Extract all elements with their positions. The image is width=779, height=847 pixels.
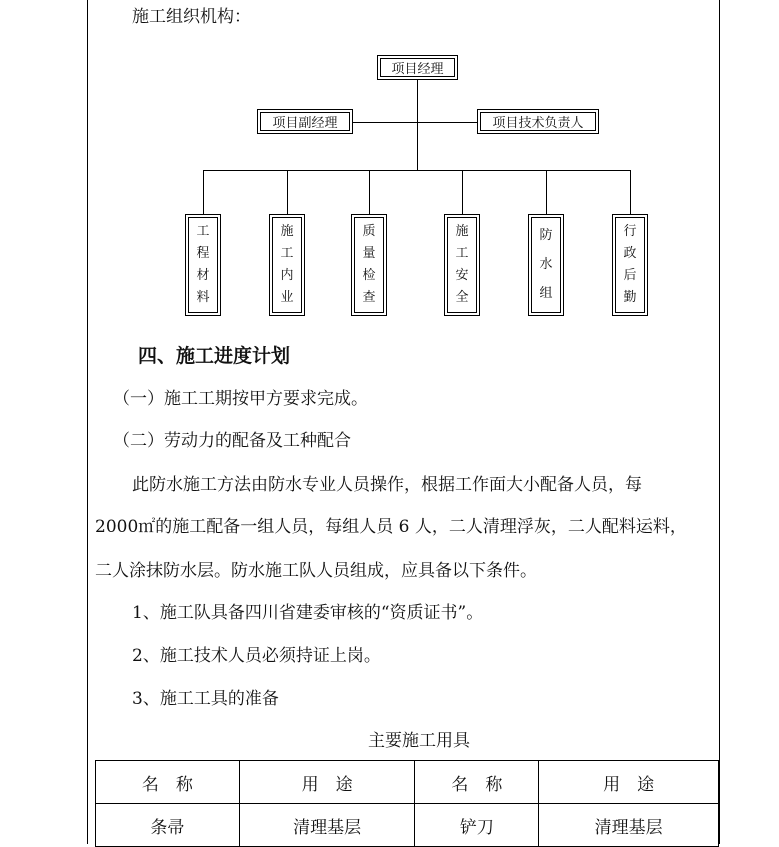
header-cell: 用 途 [239, 761, 415, 804]
condition-1: 1、施工队具备四川省建委审核的“资质证书”。 [132, 603, 484, 623]
dept-char: 政 [623, 246, 637, 261]
dept-char: 工 [196, 224, 210, 239]
tools-table [95, 760, 719, 847]
dept-char: 行 [623, 224, 637, 239]
item-1: （一）施工工期按甲方要求完成。 [113, 389, 368, 409]
dept-char: 料 [196, 290, 210, 305]
dept-drop-line [203, 170, 204, 215]
org-box-tech [477, 109, 599, 134]
org-box-dept-safety [444, 214, 480, 316]
paragraph-line-2: 2000㎡的施工配备一组人员，每组人员 6 人，二人清理浮灰，二人配料运料， [95, 517, 687, 537]
dept-char: 业 [280, 290, 294, 305]
header-cell: 名 称 [415, 761, 539, 804]
dept-char: 组 [539, 286, 553, 302]
dept-char: 质 [362, 224, 376, 239]
paragraph-line-1: 此防水施工方法由防水专业人员操作，根据工作面大小配备人员，每 [132, 475, 642, 495]
table-row [96, 804, 719, 847]
dept-char: 程 [196, 246, 210, 261]
dept-char: 材 [196, 268, 210, 283]
dept-char: 施 [280, 224, 294, 239]
org-box-dept-admin [612, 214, 648, 316]
dept-char: 全 [455, 290, 469, 305]
dept-char: 工 [280, 246, 294, 261]
dept-char: 内 [280, 268, 294, 283]
org-label-manager: 项目经理 [380, 58, 455, 77]
page-frame-right [719, 0, 720, 844]
dept-drop-line [287, 170, 288, 215]
dept-char: 工 [455, 246, 469, 261]
table-cell: 条帚 [96, 804, 240, 847]
header-cell: 用 途 [539, 761, 719, 804]
org-box-dept-quality [351, 214, 387, 316]
dept-char: 安 [455, 268, 469, 283]
org-label-deputy: 项目副经理 [260, 112, 350, 131]
condition-3: 3、施工工具的准备 [132, 689, 279, 709]
dept-char: 施 [455, 224, 469, 239]
table-header-row [96, 761, 719, 804]
dept-char: 检 [362, 268, 376, 283]
section-title: 四、施工进度计划 [138, 345, 291, 367]
dept-char: 量 [362, 246, 376, 261]
org-heading: 施工组织机构： [132, 7, 251, 27]
table-cell: 清理基层 [239, 804, 415, 847]
branch-line [352, 122, 477, 123]
dept-char: 查 [362, 290, 376, 305]
org-box-manager [377, 55, 458, 80]
dept-char: 防 [539, 227, 553, 243]
dept-bus-line [203, 170, 631, 171]
dept-drop-line [546, 170, 547, 215]
dept-drop-line [369, 170, 370, 215]
item-2: （二）劳动力的配备及工种配合 [113, 431, 351, 451]
header-cell: 名 称 [96, 761, 240, 804]
dept-drop-line [462, 170, 463, 215]
dept-char: 水 [539, 256, 553, 272]
condition-2: 2、施工技术人员必须持证上岗。 [132, 646, 381, 666]
page-frame-left [87, 0, 88, 844]
dept-char: 后 [623, 268, 637, 283]
org-box-dept-materials [185, 214, 221, 316]
dept-drop-line [630, 170, 631, 215]
org-label-tech: 项目技术负责人 [480, 112, 596, 131]
paragraph-line-3: 二人涂抹防水层。防水施工队人员组成，应具备以下条件。 [95, 561, 537, 581]
table-cell: 铲刀 [415, 804, 539, 847]
trunk-line [417, 79, 418, 170]
table-caption: 主要施工用具 [368, 731, 470, 751]
org-box-dept-internal [269, 214, 305, 316]
dept-char: 勤 [623, 290, 637, 305]
org-box-dept-waterproof [528, 214, 564, 316]
org-box-deputy [257, 109, 353, 134]
table-cell: 清理基层 [539, 804, 719, 847]
